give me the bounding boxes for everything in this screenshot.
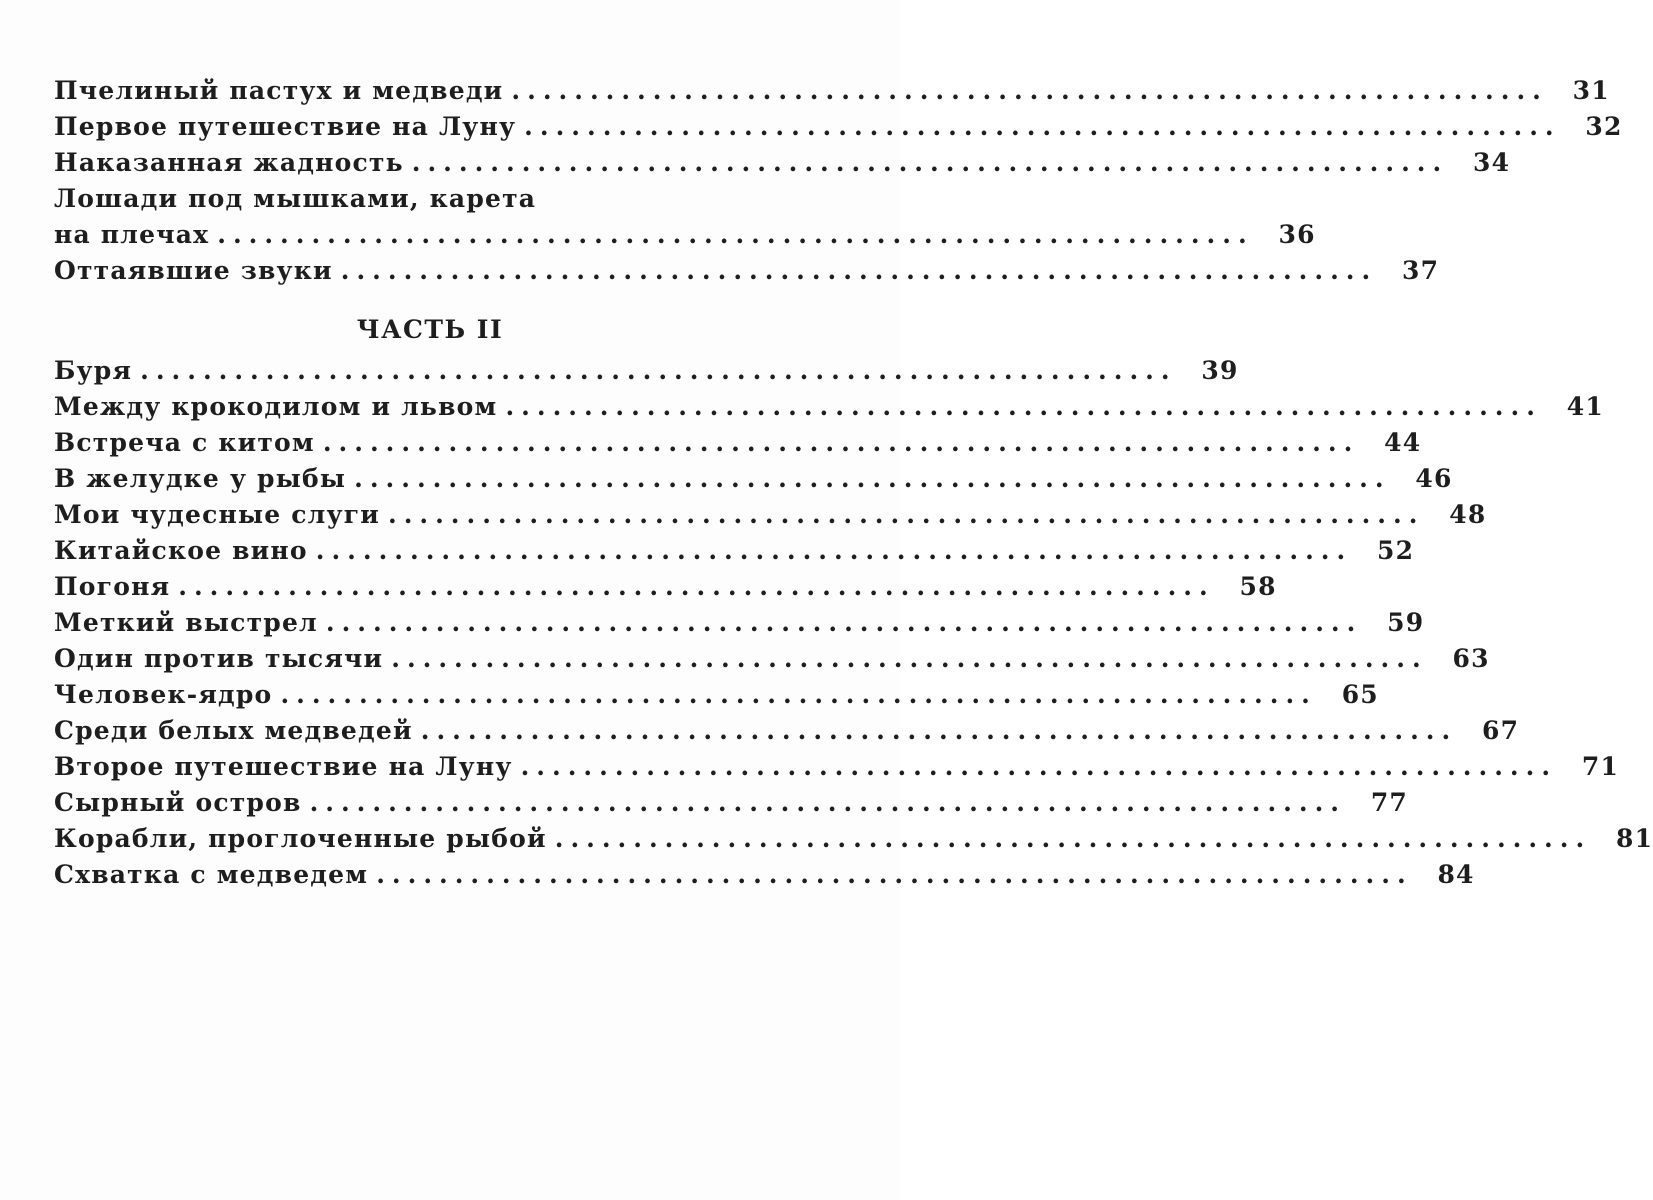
dot-leader: ..................................................................: [280, 680, 1317, 709]
toc-entry-page: 48: [1449, 500, 1487, 529]
toc-entry-page: 77: [1370, 788, 1409, 817]
toc-entry-title-line2: на плечах: [54, 220, 210, 249]
toc-entry-page: 84: [1437, 860, 1475, 889]
dot-leader: ..................................................................: [340, 256, 1378, 285]
toc-entry-title: Сырный остров: [54, 788, 302, 817]
toc-entry-page: 58: [1239, 572, 1277, 601]
toc-entry-title: Между крокодилом и львом: [54, 392, 498, 421]
toc-entry-page: 65: [1341, 680, 1379, 709]
toc-entry-title: Погоня: [54, 572, 171, 601]
dot-leader: ..................................................................: [354, 464, 1391, 493]
toc-entry: [54, 530, 1415, 566]
dot-leader: ..................................................................: [554, 824, 1592, 853]
dot-leader: ..................................................................: [391, 644, 1428, 673]
toc-entry: [54, 494, 1487, 530]
toc-entry: [54, 70, 1610, 106]
toc-entry: [54, 142, 1511, 178]
toc-entry: [54, 746, 1620, 782]
part-heading: ЧАСТЬ II: [356, 315, 504, 344]
toc-entry-title: Встреча с китом: [54, 428, 315, 457]
toc-entry-page: 39: [1201, 356, 1239, 385]
dot-leader: ..................................................................: [524, 112, 1561, 141]
toc-entry: [54, 422, 1422, 458]
toc-entry-page: 36: [1278, 220, 1316, 249]
toc-entry-page: 37: [1402, 256, 1440, 285]
toc-entry-title: Среди белых медведей: [54, 716, 413, 745]
toc-entry-title: Второе путешествие на Луну: [54, 752, 513, 781]
toc-entry-page: 44: [1384, 428, 1422, 457]
toc-entry: [54, 638, 1490, 674]
dot-leader: ..................................................................: [309, 788, 1347, 817]
toc-entry-title: Корабли, проглоченные рыбой: [54, 824, 547, 853]
toc-entry-page: 67: [1482, 716, 1520, 745]
toc-entry-page: 81: [1615, 824, 1653, 853]
dot-leader: ..................................................................: [140, 356, 1177, 385]
dot-leader: ..................................................................: [387, 500, 1425, 529]
dot-leader: ..................................................................: [322, 428, 1360, 457]
toc-entry-title: Оттаявшие звуки: [54, 256, 333, 285]
toc-entry-page: 46: [1415, 464, 1453, 493]
dot-leader: ..................................................................: [315, 536, 1353, 565]
dot-leader: ..................................................................: [178, 572, 1215, 601]
table-of-contents: [54, 70, 1653, 890]
toc-entry: [54, 386, 1604, 422]
toc-entry-title: Меткий выстрел: [54, 608, 318, 637]
toc-entry: [54, 178, 1316, 250]
toc-entry-page: 41: [1566, 392, 1604, 421]
dot-leader: ..................................................................: [376, 860, 1413, 889]
toc-entry: [54, 602, 1425, 638]
toc-entry-title: Буря: [54, 356, 133, 385]
toc-entry-title: Один против тысячи: [54, 644, 384, 673]
dot-leader: ..................................................................: [511, 76, 1548, 105]
dot-leader: ..................................................................: [505, 392, 1542, 421]
toc-entry-page: 63: [1452, 644, 1490, 673]
toc-entry: [54, 106, 1623, 142]
toc-entry-page: 52: [1377, 536, 1415, 565]
toc-entry: [54, 854, 1475, 890]
toc-entry-page: 71: [1581, 752, 1620, 781]
dot-leader: ..................................................................: [325, 608, 1363, 637]
toc-entry-title: Пчелиный пастух и медведи: [54, 76, 504, 105]
toc-entry: [54, 350, 1239, 386]
toc-entry-title: Наказанная жадность: [54, 148, 404, 177]
toc-entry-title: Мои чудесные слуги: [54, 500, 380, 529]
toc-entry: [54, 818, 1653, 854]
toc-entry-title: Первое путешествие на Луну: [54, 112, 517, 141]
dot-leader: ..................................................................: [420, 716, 1458, 745]
toc-entry: [54, 566, 1277, 602]
toc-entry: [54, 710, 1520, 746]
toc-entry-title: В желудке у рыбы: [54, 464, 347, 493]
toc-entry-page: 34: [1473, 148, 1511, 177]
dot-leader: ..................................................................: [520, 752, 1558, 781]
toc-entry-page: 31: [1572, 76, 1610, 105]
toc-entry-title: Китайское вино: [54, 536, 308, 565]
toc-entry: [54, 782, 1409, 818]
toc-entry: [54, 458, 1453, 494]
toc-entry-page: 59: [1387, 608, 1425, 637]
dot-leader: ..................................................................: [411, 148, 1449, 177]
toc-entry: [54, 250, 1440, 286]
toc-entry: [54, 674, 1379, 710]
toc-entry-page: 32: [1585, 112, 1623, 141]
dot-leader: ..................................................................: [217, 220, 1254, 249]
part2-entry-list: [54, 350, 1653, 890]
toc-entry-title: Схватка с медведем: [54, 860, 369, 889]
toc-entry-title: Человек-ядро: [54, 680, 273, 709]
toc-entry-title-line1: Лошади под мышками, карета: [54, 184, 537, 213]
